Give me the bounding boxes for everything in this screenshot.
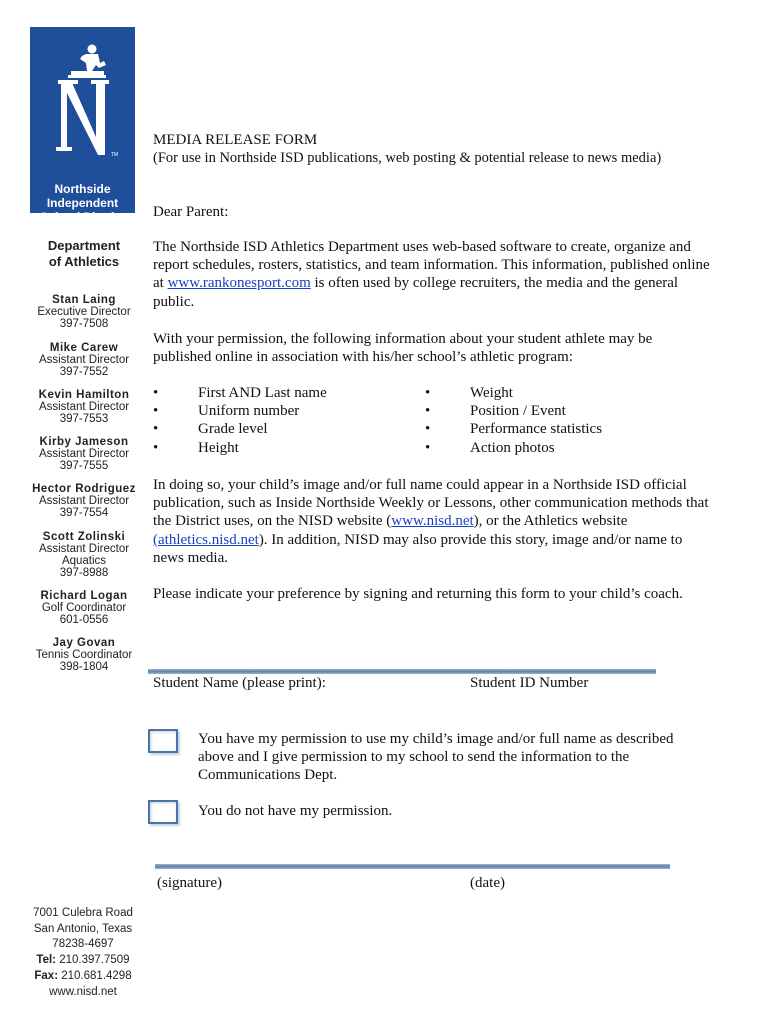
bullet: • xyxy=(153,403,159,420)
bullet: • xyxy=(425,439,431,456)
logo-line: Northside xyxy=(54,182,111,196)
staff-entry xyxy=(28,483,140,519)
staff-name: Scott Zolinski xyxy=(42,531,126,543)
staff-phone: 397-7552 xyxy=(59,366,109,378)
list-item xyxy=(425,402,655,420)
bullet: • xyxy=(425,385,431,401)
info-list-left xyxy=(153,384,383,457)
staff-name: Stan Laing xyxy=(52,294,116,306)
fax-line xyxy=(20,969,146,985)
nisd-website-link[interactable]: www.nisd.net xyxy=(391,513,474,530)
logo-line: School District xyxy=(40,210,125,224)
phone-line xyxy=(20,953,146,969)
fax-number: 210.681.4298 xyxy=(61,969,132,982)
staff-phone: 397-8988 xyxy=(59,567,109,579)
list-item-text: Performance statistics xyxy=(470,421,603,438)
greeting: Dear Parent: xyxy=(153,204,229,220)
signature-label: (signature) xyxy=(157,875,222,891)
staff-phone: 398-1804 xyxy=(59,661,109,673)
staff-name: Hector Rodriguez xyxy=(32,483,136,495)
staff-phone: 397-7508 xyxy=(59,318,109,330)
website: www.nisd.net xyxy=(49,985,117,998)
staff-name: Kirby Jameson xyxy=(39,436,129,448)
list-item xyxy=(425,439,655,457)
date-label: (date) xyxy=(470,875,505,891)
staff-title: Assistant Director xyxy=(38,448,130,460)
list-item xyxy=(425,420,655,438)
department-line: of Athletics xyxy=(48,254,120,269)
bullet: • xyxy=(425,403,431,420)
address-street: 7001 Culebra Road xyxy=(33,907,133,919)
intro-text: The Northside ISD Athletics Department uses web-based software to create, organize and report schedules, rosters, statistics, and team information. This information, published online at xyxy=(153,239,710,292)
permission-no-checkbox[interactable] xyxy=(148,800,178,824)
staff-entry xyxy=(28,436,140,472)
athletics-website-link[interactable]: (athletics.nisd.net xyxy=(153,531,259,548)
info-list-right xyxy=(425,384,655,457)
list-item-text: Position / Event xyxy=(470,403,566,420)
list-item-text: First AND Last name xyxy=(198,385,327,401)
staff-entry xyxy=(28,590,140,626)
staff-entry xyxy=(28,389,140,425)
form-subtitle: (For use in Northside ISD publications, web posting & potential release to news media) xyxy=(153,150,662,166)
staff-name: Mike Carew xyxy=(49,342,119,354)
department-line: Department xyxy=(47,238,121,253)
usage-text: ), or the Athletics website xyxy=(473,513,628,530)
signature-field[interactable] xyxy=(155,864,670,869)
list-item-text: Weight xyxy=(470,385,513,401)
permission-paragraph: With your permission, the following information about your student athlete may be published online in association with his/her school’s athletic program: xyxy=(153,331,653,366)
instructions-paragraph: Please indicate your preference by signing and returning this form to your child’s coach. xyxy=(153,586,683,602)
bullet: • xyxy=(153,421,159,438)
logo-wordmark xyxy=(30,182,135,224)
list-item xyxy=(153,420,383,438)
staff-title: Assistant Director xyxy=(38,354,130,366)
trademark-mark: TM xyxy=(111,152,119,158)
list-item-text: Action photos xyxy=(470,439,555,456)
staff-name: Jay Govan xyxy=(52,637,116,649)
list-item xyxy=(153,384,383,402)
staff-name: Richard Logan xyxy=(40,590,128,602)
list-item-text: Grade level xyxy=(198,421,268,438)
staff-phone: 397-7553 xyxy=(59,413,109,425)
staff-name: Kevin Hamilton xyxy=(38,389,130,401)
staff-phone: 397-7554 xyxy=(59,507,109,519)
permission-yes-text: You have my permission to use my child’s image and/or full name as described above and I give permission to my school to send the information to the Communications Dept. xyxy=(198,731,674,784)
staff-title: Golf Coordinator xyxy=(41,602,127,614)
district-logo xyxy=(30,27,135,224)
staff-phone: 397-7555 xyxy=(59,460,109,472)
staff-entry xyxy=(28,637,140,673)
list-item xyxy=(153,402,383,420)
usage-text: ). In addition, NISD may also provide this story, image and/or name to news media. xyxy=(153,531,683,566)
department-heading xyxy=(28,238,140,270)
staff-entry xyxy=(28,531,140,579)
bullet: • xyxy=(153,385,159,401)
student-name-field[interactable] xyxy=(148,669,656,674)
list-item xyxy=(153,439,383,457)
staff-subtitle: Aquatics xyxy=(61,555,107,567)
staff-entry xyxy=(28,342,140,378)
staff-title: Assistant Director xyxy=(38,495,130,507)
tel-label: Tel: xyxy=(36,954,57,967)
usage-text: In doing so, your child’s image and/or full name could appear in a Northside ISD official publication, such as Inside Northside Weekly or Lessons, other communication methods that the District uses, on the NISD website ( xyxy=(153,477,709,530)
list-item-text: Height xyxy=(198,439,239,456)
student-id-label: Student ID Number xyxy=(470,675,589,691)
address-zip: 78238-4697 xyxy=(52,938,114,951)
intro-text-end: is often used by college recruiters, the media and the general public. xyxy=(153,275,679,310)
staff-entry xyxy=(28,294,140,330)
list-item xyxy=(425,384,655,402)
staff-title: Tennis Coordinator xyxy=(35,649,133,661)
bullet: • xyxy=(153,439,159,456)
form-title: MEDIA RELEASE FORM xyxy=(153,132,318,148)
rankonesport-link[interactable]: www.rankonesport.com xyxy=(167,275,311,292)
usage-paragraph xyxy=(153,476,713,567)
staff-phone: 601-0556 xyxy=(59,614,109,626)
address-block xyxy=(20,906,146,1000)
fax-label: Fax: xyxy=(34,969,59,982)
list-item-text: Uniform number xyxy=(198,403,300,420)
bullet: • xyxy=(425,421,431,438)
permission-yes-checkbox[interactable] xyxy=(148,729,178,753)
address-city: San Antonio, Texas xyxy=(33,922,133,935)
permission-no-text: You do not have my permission. xyxy=(198,803,393,819)
student-name-label: Student Name (please print): xyxy=(153,675,326,691)
staff-title: Assistant Director xyxy=(38,543,130,555)
staff-title: Assistant Director xyxy=(38,401,130,413)
intro-paragraph xyxy=(153,238,713,311)
logo-line: Independent xyxy=(46,196,119,210)
staff-title: Executive Director xyxy=(37,306,131,318)
tel-number: 210.397.7509 xyxy=(59,954,130,967)
